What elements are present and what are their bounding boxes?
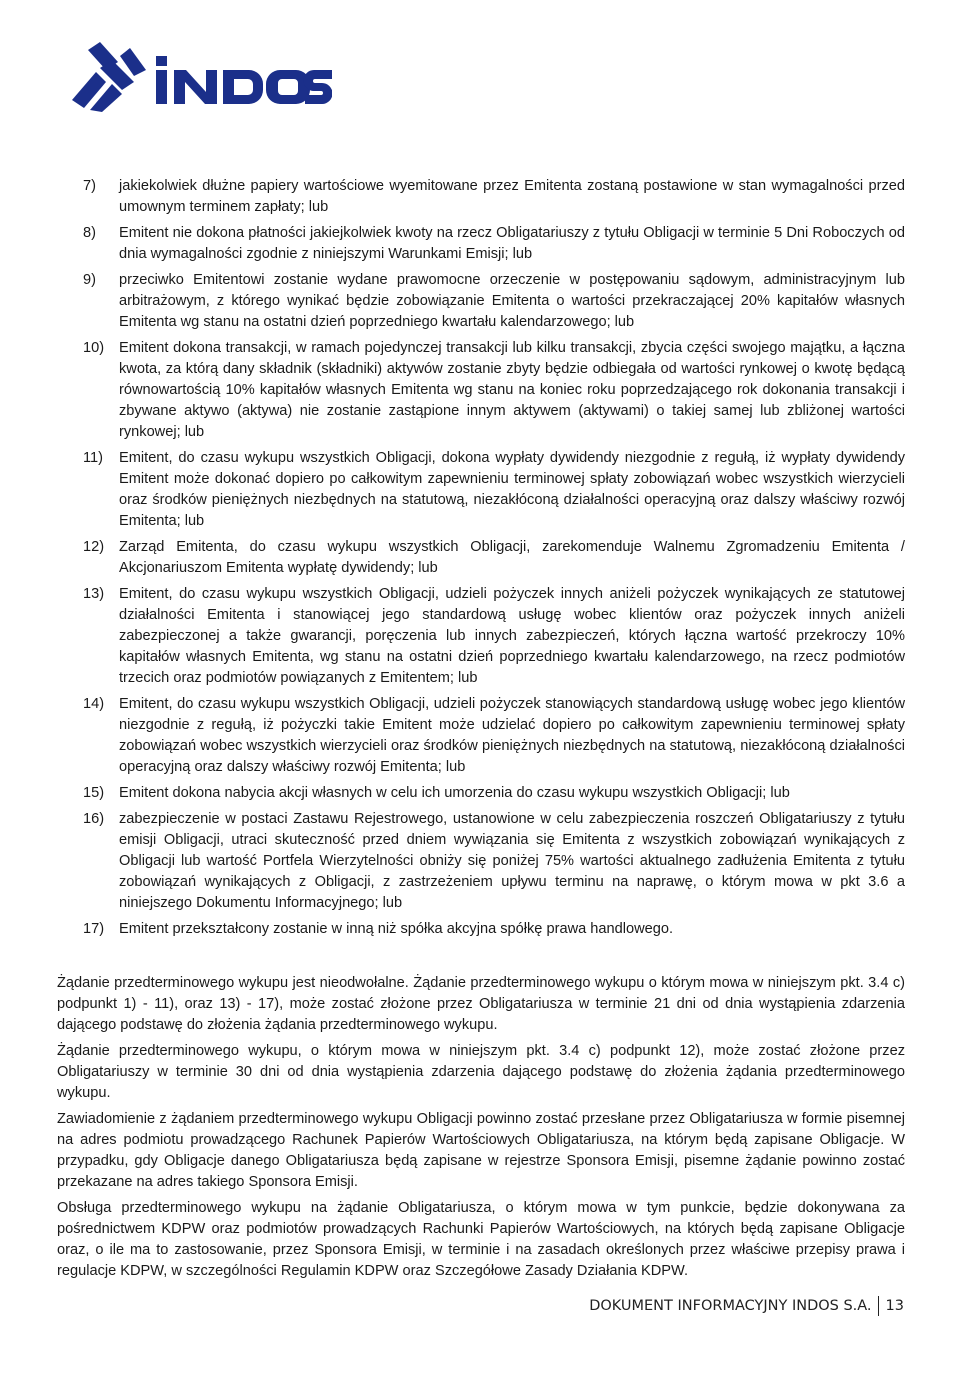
- paragraph: Żądanie przedterminowego wykupu, o którym mowa w niniejszym pkt. 3.4 c) podpunkt 12), może zostać złożone przez Obligatariuszy w terminie 30 dni od dnia wystąpienia zdarzenia dającego podstawę do złożenia żądania przedterminowego wykupu.: [57, 1043, 905, 1101]
- list-item-text: Emitent dokona nabycia akcji własnych w celu ich umorzenia do czasu wykupu wszystkich Obligacji; lub: [119, 785, 790, 801]
- list-item: [57, 223, 905, 265]
- list-item: [57, 537, 905, 579]
- list-item-number: 12): [83, 539, 105, 555]
- list-item-number: 11): [83, 450, 104, 466]
- list-item-number: 13): [83, 586, 105, 602]
- list-item-text: Emitent przekształcony zostanie w inną niż spółka akcyjna spółkę prawa handlowego.: [119, 921, 674, 937]
- list-item-number: 10): [83, 340, 105, 356]
- list-item: [57, 176, 905, 218]
- list-item: [57, 584, 905, 689]
- list-item-number: 8): [83, 225, 96, 241]
- footer-divider: [878, 1296, 879, 1316]
- list-item: [57, 694, 905, 778]
- body-paragraphs: [57, 973, 905, 1287]
- list-item-number: 16): [83, 811, 105, 827]
- condition-list: [57, 176, 905, 945]
- paragraph: Żądanie przedterminowego wykupu jest nieodwołalne. Żądanie przedterminowego wykupu o którym mowa w niniejszym pkt. 3.4 c) podpunkt 1) - 11), oraz 13) - 17), może zostać złożone przez Obligatariusza w terminie 21 dni od dnia wystąpienia zdarzenia dającego podstawę do złożenia żądania przedterminowego wykupu.: [57, 975, 905, 1033]
- list-item-text: Emitent, do czasu wykupu wszystkich Obligacji, dokona wypłaty dywidendy niezgodnie z regułą, iż wypłaty dywidendy Emitent może dokonać dopiero po całkowitym zapewnieniu terminowej spłaty zobowiązań wobec wszystkich wierzycieli oraz środków pieniężnych niezbędnych na statutową, niezakłóconą działalności operacyjną oraz dalszy właściwy rozwój Emitenta; lub: [119, 450, 905, 529]
- page-footer: [589, 1295, 904, 1317]
- list-item-number: 9): [83, 272, 96, 288]
- list-item: [57, 809, 905, 914]
- indos-logo-mark: [70, 42, 332, 112]
- list-item-text: Emitent nie dokona płatności jakiejkolwiek kwoty na rzecz Obligatariuszy z tytułu Obligacji w terminie 5 Dni Roboczych od dnia wymagalności zgodnie z niniejszymi Warunkami Emisji; lub: [119, 225, 905, 262]
- list-item-text: Zarząd Emitenta, do czasu wykupu wszystkich Obligacji, zarekomenduje Walnemu Zgromadzeniu Emitenta / Akcjonariuszom Emitenta wypłatę dywidendy; lub: [119, 539, 905, 576]
- list-item-text: Emitent, do czasu wykupu wszystkich Obligacji, udzieli pożyczek innych aniżeli pożyczek wynikających ze statutowej działalności Emitenta i stanowiącej jego standardową usługę wobec klientów oraz pożyczek innych aniżeli zabezpieczonej a także gwarancji, poręczenia lub innych zabezpieczeń, których łączna wartość przekroczy 10% kapitałów własnych Emitenta, wg stanu na ostatni dzień poprzedniego kwartału kalendarzowego, na rzecz podmiotów trzecich oraz podmiotów powiązanych z Emitentem; lub: [119, 586, 905, 686]
- paragraph: Obsługa przedterminowego wykupu na żądanie Obligatariusza, o którym mowa w tym punkcie, będzie dokonywana za pośrednictwem KDPW oraz podmiotów prowadzących Rachunki Papierów Wartościowych, na których będą zapisane Obligacje oraz, o ile ma to zastosowanie, przez Sponsora Emisji, w terminie i na zasadach określonych przez właściwe przepisy prawa i regulacje KDPW, w szczególności Regulamin KDPW oraz Szczegółowe Zasady Działania KDPW.: [57, 1200, 905, 1279]
- list-item-text: przeciwko Emitentowi zostanie wydane prawomocne orzeczenie w postępowaniu sądowym, administracyjnym lub arbitrażowym, z którego wynikać będzie zobowiązanie Emitenta o wartości przekraczającej 20% kapitałów własnych Emitenta wg stanu na ostatni dzień poprzedniego kwartału kalendarzowego; lub: [119, 272, 905, 330]
- list-item-text: zabezpieczenie w postaci Zastawu Rejestrowego, ustanowione w celu zabezpieczenia roszczeń Obligatariuszy z tytułu emisji Obligacji, utraci skuteczność przed dniem wywiązania się Emitenta z wszystkich zobowiązań wynikających z Obligacji lub wartość Portfela Wierzytelności obniży się poniżej 75% wartości aktualnego zadłużenia Emitenta z tytułu zobowiązań wynikających z Obligacji, z zastrzeżeniem upływu terminu na naprawę, o którym mowa w pkt 3.6 a niniejszego Dokumentu Informacyjnego; lub: [119, 811, 905, 911]
- list-item-number: 7): [83, 178, 96, 194]
- list-item: [57, 448, 905, 532]
- list-item-number: 14): [83, 696, 105, 712]
- footer-document-name: DOKUMENT INFORMACYJNY INDOS S.A.: [589, 1298, 872, 1314]
- list-item-number: 17): [83, 921, 105, 937]
- list-item-text: Emitent, do czasu wykupu wszystkich Obligacji, udzieli pożyczek stanowiących standardową usługę wobec jego klientów niezgodnie z regułą, iż pożyczki takie Emitent może udzielać dopiero po całkowitym zapewnieniu terminowej spłaty zobowiązań wobec wszystkich wierzycieli oraz środków pieniężnych niezbędnych na statutową, niezakłóconą działalności operacyjną oraz dalszy właściwy rozwój Emitenta; lub: [119, 696, 905, 775]
- list-item-number: 15): [83, 785, 105, 801]
- list-item-text: jakiekolwiek dłużne papiery wartościowe wyemitowane przez Emitenta zostaną postawione w stan wymagalności przed umownym terminem zapłaty; lub: [119, 178, 905, 215]
- list-item-text: Emitent dokona transakcji, w ramach pojedynczej transakcji lub kilku transakcji, zbycia części swojego majątku, a łączna kwota, za którą dany składnik (składniki) aktywów zostanie zbyty będzie odbiegała od wartości rynkowej o kwotę będącą równowartością 10% kapitałów własnych Emitenta wg stanu na koniec roku poprzedzającego rok dokonania transakcji i zbywane aktywo (aktywa) nie zostanie zastąpione innym aktywem (aktywami) o takiej samej lub zbliżonej wartości rynkowej; lub: [119, 340, 905, 440]
- paragraph: Zawiadomienie z żądaniem przedterminowego wykupu Obligacji powinno zostać przesłane przez Obligatariusza w formie pisemnej na adres podmiotu prowadzącego Rachunek Papierów Wartościowych Obligatariusza, na którym będą zapisane Obligacje. W przypadku, gdy Obligacje danego Obligatariusza będą zapisane w rejestrze Sponsora Emisji, pisemne żądanie powinno zostać przekazane na adres takiego Sponsora Emisji.: [57, 1111, 905, 1190]
- list-item: [57, 270, 905, 333]
- list-item: [57, 338, 905, 443]
- list-item: [57, 919, 905, 940]
- footer-page-number: 13: [885, 1298, 904, 1314]
- list-item: [57, 783, 905, 804]
- indos-logo: [70, 42, 332, 112]
